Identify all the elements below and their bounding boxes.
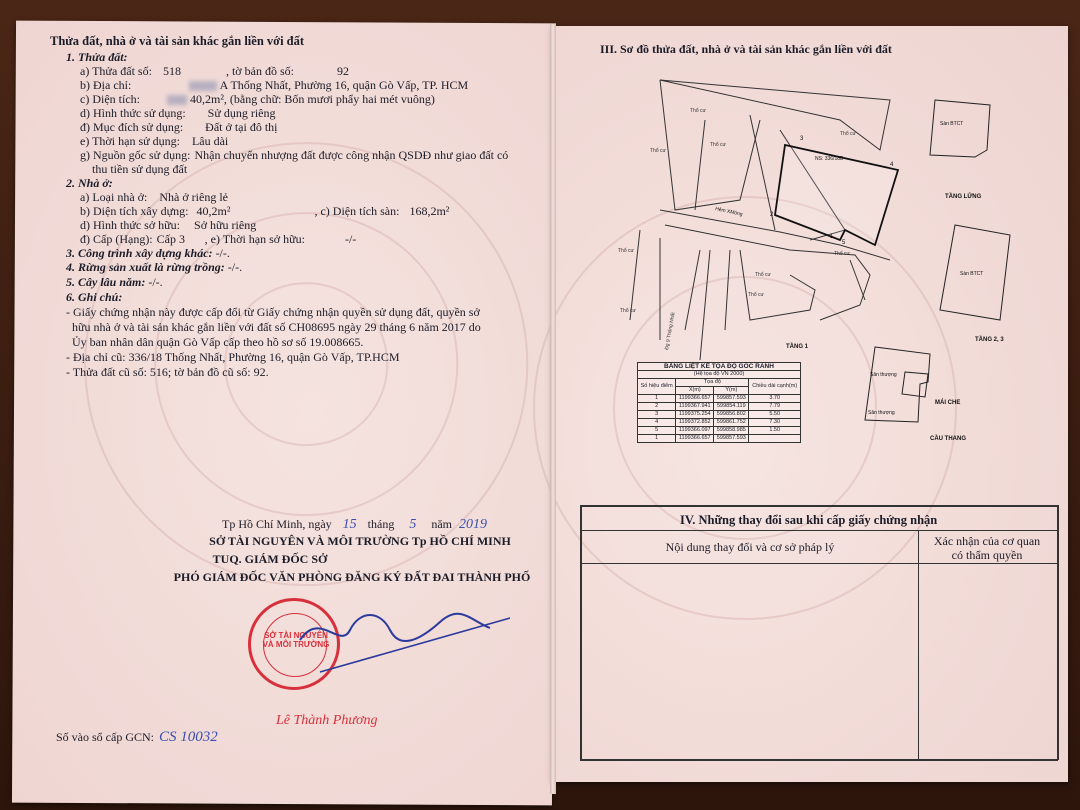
svg-text:MÁI CHE: MÁI CHE (935, 400, 961, 406)
section-3-title: 3. Công trình xây dựng khác: -/-. (66, 246, 230, 260)
svg-text:Thổ cư: Thổ cư (840, 131, 856, 137)
official-seal: SỞ TÀI NGUYÊN VÀ MÔI TRƯỜNG (248, 598, 340, 690)
coordinate-cell-x: 1199375.254 (676, 411, 714, 419)
coordinate-row (638, 427, 801, 435)
note-line-3: Ủy ban nhân dân quận Gò Vấp cấp theo hồ sơ số 19.008665. (72, 335, 364, 349)
mezzanine-plan (915, 85, 1025, 205)
signer-name: Lê Thành Phương (276, 713, 378, 728)
coordinate-cell-x: 1199367.941 (676, 403, 714, 411)
coordinate-cell-y: 599857.593 (714, 395, 749, 403)
svg-text:Sàn BTCT: Sàn BTCT (940, 121, 964, 127)
section-4-title: 4. Rừng sản xuất là rừng trồng: -/-. (66, 260, 243, 274)
redacted-area (167, 95, 187, 105)
coordinate-cell-y: 599856.802 (714, 411, 749, 419)
use-purpose-row: đ) Mục đích sử dụng: Đất ở tại đô thị (80, 120, 278, 134)
svg-text:Thổ cư: Thổ cư (618, 248, 634, 254)
coordinate-cell-l: 3.70 (749, 395, 801, 403)
coordinate-row (638, 411, 801, 419)
coordinate-row (638, 395, 801, 403)
left-header: Thửa đất, nhà ở và tài sản khác gắn liền với đất (50, 34, 305, 48)
coordinate-cell-l: 7.79 (749, 403, 801, 411)
coordinate-cell-y: 599861.752 (714, 419, 749, 427)
coordinate-cell-y: 599858.985 (714, 427, 749, 435)
note-line-1: - Giấy chứng nhận này được cấp đổi từ Giấy chứng nhận quyền sử dụng đất, quyền sở (66, 305, 480, 319)
coordinate-row (638, 419, 801, 427)
svg-text:Đg 9 Thống Nhất: Đg 9 Thống Nhất (664, 311, 677, 351)
coordinate-cell-p: 5 (638, 427, 676, 435)
construction-area-row: b) Diện tích xây dựng: 40,2m² , c) Diện tích sàn: 168,2m² (80, 204, 450, 218)
changes-col-authority-1: Xác nhận của cơ quan (933, 534, 1041, 548)
section-3-heading: III. Sơ đồ thửa đất, nhà ở và tài sản khác gắn liền với đất (600, 42, 892, 56)
coordinate-cell-p: 4 (638, 419, 676, 427)
section-4-heading: IV. Những thay đổi sau khi cấp giấy chứng nhận (680, 513, 938, 527)
issuer-authorization: TUQ. GIÁM ĐỐC SỞ (212, 552, 328, 566)
changes-col-authority-2: có thẩm quyền (951, 548, 1023, 562)
coordinate-cell-p: 3 (638, 411, 676, 419)
signature-scribble (290, 600, 530, 680)
use-term-row: e) Thời hạn sử dụng: Lâu dài (80, 134, 229, 148)
coordinate-cell-l: 7.30 (749, 419, 801, 427)
section-6-title: 6. Ghi chú: (66, 290, 123, 304)
svg-text:Hẻm XMóng: Hẻm XMóng (714, 206, 744, 218)
page-spine (550, 24, 556, 794)
note-line-4: - Địa chỉ cũ: 336/18 Thống Nhất, Phường 16, quận Gò Vấp, TP.HCM (66, 350, 400, 364)
svg-text:Thổ cư: Thổ cư (748, 292, 764, 298)
coordinate-cell-x: 1199366.657 (676, 395, 714, 403)
svg-text:TẦNG 1: TẦNG 1 (786, 344, 809, 350)
redacted-address (189, 81, 217, 91)
coordinate-cell-y: 599857.593 (714, 435, 749, 443)
svg-text:Thổ cư: Thổ cư (755, 272, 771, 278)
registration-number: Số vào sổ cấp GCN: CS 10032 (56, 729, 218, 745)
coordinate-table: BẢNG LIỆT KÊ TỌA ĐỘ GÓC RANH (Hệ tọa độ VN 2000) Số hiệu điểm Tọa độ Chiều dài cạnh(m) X(m) Y(m) 1 1199366.657 599857.593 3.70 2 1199367.941 599854.119 7.79 3 1199375.254 599856.802 5.50 4 1199372.852 599861.752 7.30 5 1199366.097 599858.985 1.50 1 1199366.657 599857.593 (637, 362, 801, 443)
svg-text:Thổ cư: Thổ cư (620, 308, 636, 314)
coordinate-cell-p: 1 (638, 435, 676, 443)
coordinate-cell-l: 5.50 (749, 411, 801, 419)
section-2-title: 2. Nhà ở: (66, 176, 113, 190)
coordinate-cell-p: 2 (638, 403, 676, 411)
issuer-department: SỞ TÀI NGUYÊN VÀ MÔI TRƯỜNG Tp HỒ CHÍ MINH (209, 534, 511, 548)
svg-text:Thổ cư: Thổ cư (834, 251, 850, 257)
ownership-form-row: d) Hình thức sở hữu: Sở hữu riêng (80, 218, 257, 232)
svg-text:Sàn BTCT: Sàn BTCT (960, 271, 984, 277)
svg-text:5: 5 (842, 240, 846, 246)
grade-row: đ) Cấp (Hạng): Cấp 3 , e) Thời hạn sở hữu: -/- (80, 232, 357, 246)
svg-text:NS: 336/18B: NS: 336/18B (815, 156, 844, 162)
coordinate-row (638, 435, 801, 443)
coordinate-cell-p: 1 (638, 395, 676, 403)
svg-text:TẦNG 2, 3: TẦNG 2, 3 (975, 337, 1004, 343)
section-1-title: 1. Thửa đất: (66, 50, 128, 64)
parcel-number-row: a) Thửa đất số: 518 , tờ bản đồ số: 92 (80, 64, 349, 78)
svg-text:Thổ cư: Thổ cư (710, 142, 726, 148)
changes-col-content: Nội dung thay đổi và cơ sở pháp lý (665, 540, 835, 554)
coordinate-row (638, 403, 801, 411)
coordinate-cell-l (749, 435, 801, 443)
note-line-5: - Thửa đất cũ số: 516; tờ bản đồ cũ số: 92. (66, 365, 269, 379)
svg-text:Sân thượng: Sân thượng (870, 372, 897, 378)
area-row: c) Diện tích: 40,2m², (bằng chữ: Bốn mươi phẩy hai mét vuông) (80, 92, 435, 106)
roof-plan (850, 342, 990, 452)
coordinate-cell-x: 1199366.097 (676, 427, 714, 435)
coordinate-cell-y: 599854.119 (714, 403, 749, 411)
section-5-title: 5. Cây lâu năm: -/-. (66, 275, 163, 289)
svg-text:CẦU THANG: CẦU THANG (930, 436, 966, 442)
svg-text:3: 3 (800, 136, 804, 142)
svg-text:Sân thượng: Sân thượng (868, 410, 895, 416)
svg-text:1: 1 (830, 234, 834, 240)
coordinate-cell-x: 1199372.852 (676, 419, 714, 427)
coordinate-cell-x: 1199366.657 (676, 435, 714, 443)
use-origin-row-2: thu tiền sử dụng đất (92, 162, 188, 176)
svg-text:Thổ cư: Thổ cư (690, 108, 706, 114)
use-form-row: d) Hình thức sử dụng: Sử dụng riêng (80, 106, 276, 120)
issue-date: Tp Hồ Chí Minh, ngày 15 tháng 5 năm 2019 (222, 517, 488, 532)
svg-text:TẦNG LỬNG: TẦNG LỬNG (945, 194, 982, 200)
svg-text:Thổ cư: Thổ cư (650, 148, 666, 154)
svg-text:4: 4 (890, 162, 894, 168)
svg-text:2: 2 (770, 212, 774, 218)
note-line-2: hữu nhà ở và tài sản khác gắn liền với đất số CH08695 ngày 29 tháng 6 năm 2017 do (72, 320, 481, 334)
use-origin-row: g) Nguồn gốc sử dụng: Nhận chuyển nhượng đất được công nhận QSDĐ như giao đất có (80, 148, 509, 162)
floor-2-3-plan (935, 215, 1045, 345)
house-type-row: a) Loại nhà ở: Nhà ở riêng lẻ (80, 190, 228, 204)
issuer-title: PHÓ GIÁM ĐỐC VĂN PHÒNG ĐĂNG KÝ ĐẤT ĐAI THÀNH PHỐ (173, 570, 531, 584)
address-row: b) Địa chỉ: A Thống Nhất, Phường 16, quận Gò Vấp, TP. HCM (80, 78, 469, 92)
coordinate-cell-l: 1.50 (749, 427, 801, 435)
